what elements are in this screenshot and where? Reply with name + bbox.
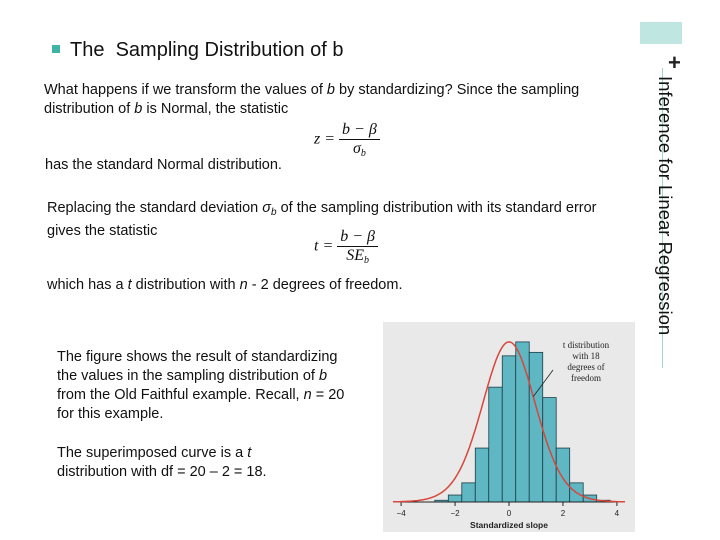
x-tick-label: −4 [396,509,406,518]
annotation-line-2: with 18 [572,351,600,361]
para4-n: n [239,277,248,293]
formula-t-sub: b [364,255,370,266]
histogram-bar [556,448,569,502]
paragraph-figure [57,348,357,424]
para5-text-1: The figure shows the result of standardizing the values in the sampling distribution of [57,349,338,384]
title-var: b [332,39,344,61]
x-tick-label: −2 [450,509,460,518]
para3-text-1: Replacing the standard deviation [47,200,263,216]
para4-t: t [127,277,132,293]
formula-z-sigma: σ [352,140,361,157]
histogram-figure [383,322,635,532]
para6-t: t [247,445,252,461]
para5-b: b [318,368,328,384]
para1-text-3: is Normal, the statistic [142,101,289,117]
formula-t-fraction [337,228,378,266]
histogram-bar [502,356,515,502]
slide-title [52,39,344,62]
formula-z-numerator: b − β [339,121,380,140]
histogram-bar [448,495,461,502]
histogram-bar [462,483,475,502]
para6-text-1: The superimposed curve is a [57,445,248,461]
annotation-line-1: t distribution [562,340,610,350]
formula-z-lhs: z = [314,130,336,148]
para5-text-3: = 20 for this example. [57,387,345,422]
para1-text-1: What happens if we transform the values of [44,82,327,98]
x-tick-label: 2 [560,509,566,518]
x-tick-label: 4 [614,509,620,518]
formula-t [314,228,378,266]
annotation-line-3: degrees of [567,362,605,372]
formula-z-sub: b [360,148,366,159]
paragraph-t-distribution [47,276,402,295]
para5-text-2: from the Old Faithful example. Recall, [57,387,304,403]
para3-sigma: σ [262,200,271,216]
paragraph-curve [57,444,317,482]
side-label: Inference for Linear Regression [655,76,676,336]
para4-text-3: - 2 degrees of freedom. [247,277,403,293]
x-tick-label: 0 [506,509,512,518]
para1-text-2: by standardizing? Since the sampling distribution of [44,82,580,117]
histogram-bar [529,352,542,502]
annotation-line-4: freedom [571,373,601,383]
accent-bar [640,22,682,44]
formula-z-denominator [339,140,380,159]
title-rest: Sampling Distribution of [115,39,327,61]
para1-b1: b [326,82,335,98]
title-bullet-icon [52,45,60,53]
histogram-bar [475,448,488,502]
formula-z [314,121,380,159]
histogram-bar [489,387,502,502]
paragraph-normal: has the standard Normal distribution. [45,157,282,173]
formula-t-numerator: b − β [337,228,378,247]
para3-text-2: of the sampling distribution with its standard error gives the statistic [47,200,597,239]
histogram-chart [383,322,635,532]
formula-z-fraction [339,121,380,159]
plus-mark: + [668,50,681,75]
x-axis-label: Standardized slope [470,520,548,530]
para6-text-2: distribution with df = 20 – 2 = 18. [57,464,267,480]
para3-sub: b [270,207,277,218]
formula-t-lhs: t = [314,237,334,255]
title-prefix: The [70,39,105,61]
para4-text-2: distribution with [131,277,240,293]
histogram-bar [516,342,529,502]
para1-b2: b [134,101,143,117]
formula-t-se: SE [346,247,365,264]
para5-n: n [303,387,312,403]
paragraph-transform [44,81,599,119]
para4-text-1: which has a [47,277,128,293]
formula-t-denominator [337,247,378,266]
